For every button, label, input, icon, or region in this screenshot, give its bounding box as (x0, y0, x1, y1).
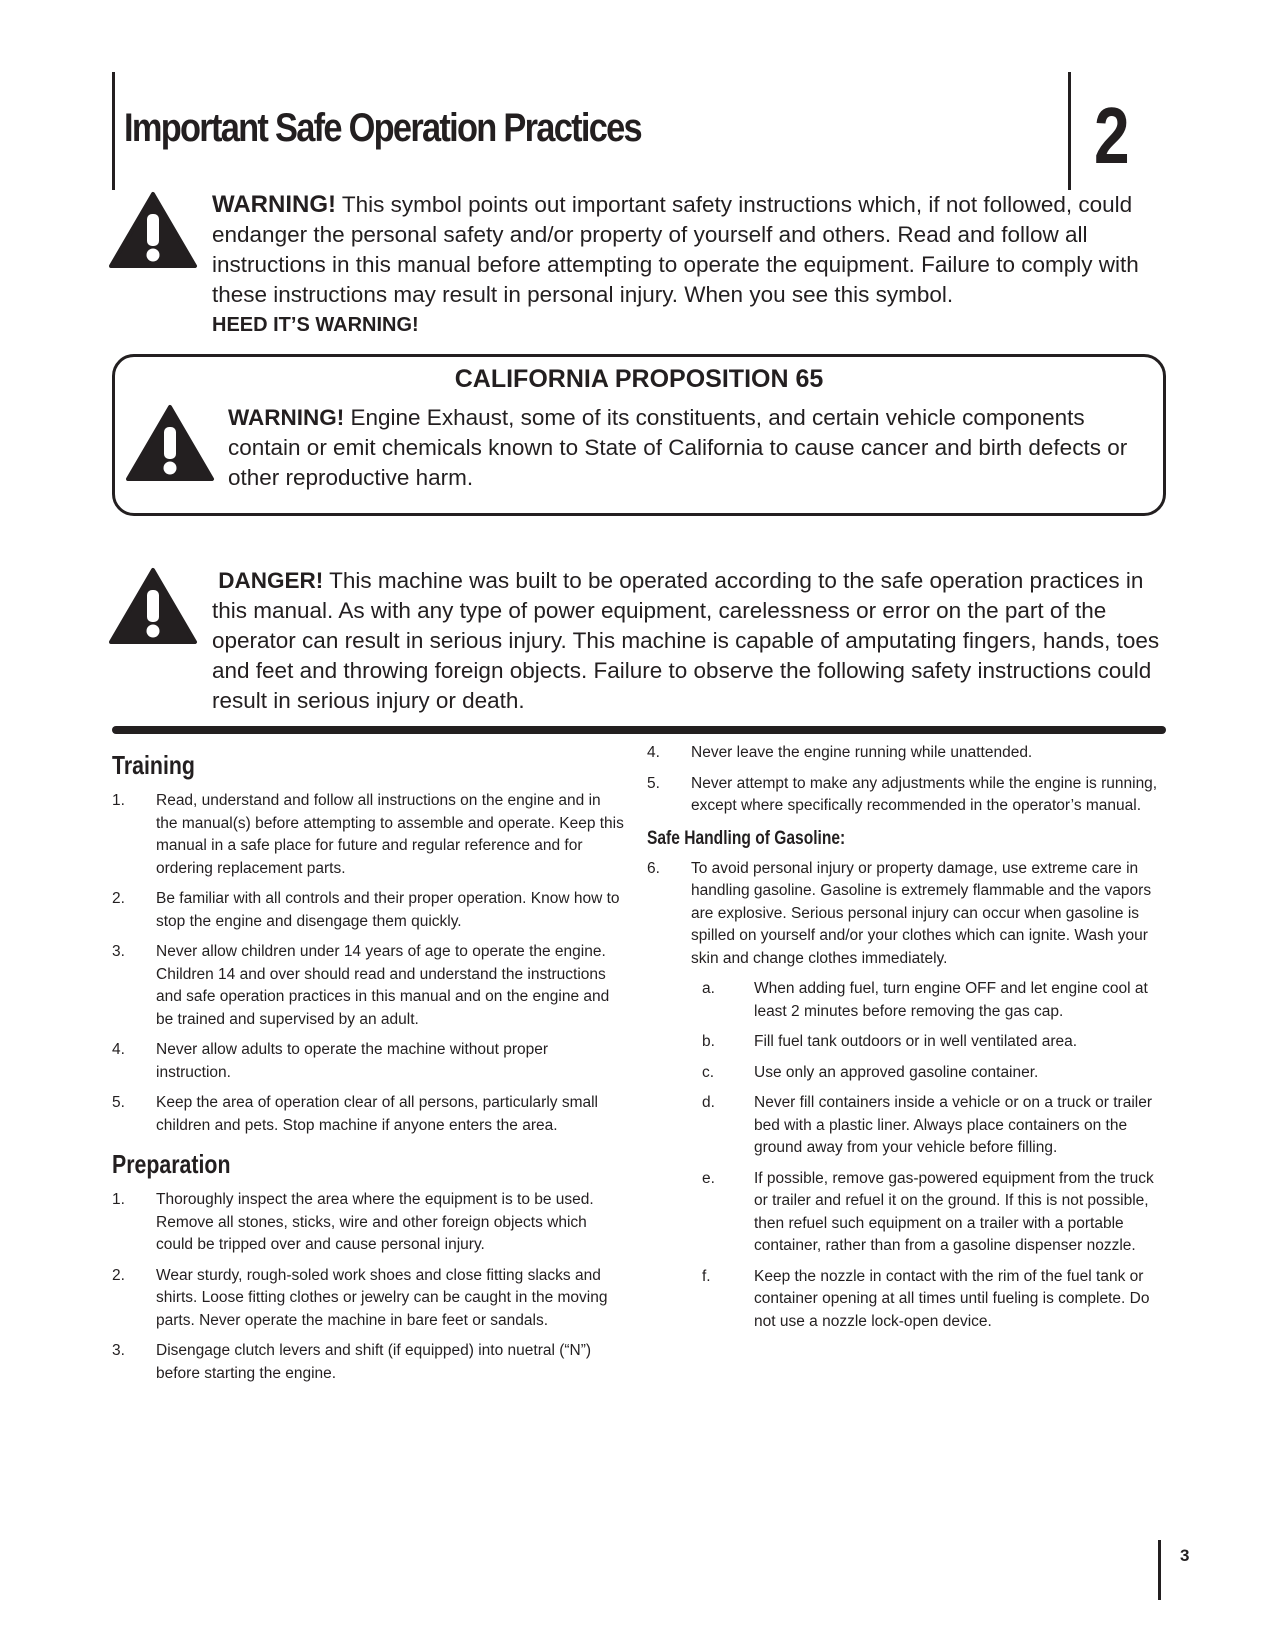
list-item: 4. Never leave the engine running while unattended. (647, 744, 1033, 761)
warning-heed: HEED IT’S WARNING! (212, 314, 419, 336)
page-number: 3 (1180, 1546, 1190, 1565)
list-item: 1. Read, understand and follow all instructions on the engine and in the manual(s) before attempting to assemble and operate. Keep this manual in a safe place for future and regular reference and for ordering replacement parts. (112, 792, 624, 877)
sub-list-item: e. If possible, remove gas-powered equipment from the truck or trailer and refuel it on the ground. If this is not possible, then refuel such equipment on a trailer with a portable container, rather than from a gasoline dispenser nozzle. (702, 1169, 1154, 1254)
footer-rule (1158, 1540, 1161, 1600)
sub-list-item: b. Fill fuel tank outdoors or in well ventilated area. (702, 1033, 1078, 1050)
list-item: 5. Keep the area of operation clear of all persons, particularly small children and pets. Stop machine if anyone enters the area. (112, 1094, 598, 1134)
california-title: CALIFORNIA PROPOSITION 65 (454, 365, 824, 393)
section-divider (112, 726, 1166, 734)
sub-list-item: d. Never fill containers inside a vehicle or on a truck or trailer bed with a plastic liner. Always place containers on the ground away from your vehicle before filling. (702, 1094, 1153, 1156)
california-prop65-box (112, 354, 1166, 516)
preparation-heading: Preparation (112, 1149, 231, 1179)
list-item: 2. Wear sturdy, rough-soled work shoes and close fitting slacks and shirts. Loose fitting clothes or jewelry can be caught in the moving parts. Never operate the machine in bare feet or sandals. (112, 1266, 608, 1329)
danger-label: DANGER! (218, 568, 324, 593)
header-left-rule (112, 72, 115, 190)
warning-label: WARNING! (212, 191, 336, 218)
list-item: 3. Disengage clutch levers and shift (if equipped) into nuetral (“N”) before starting the engine. (112, 1342, 592, 1382)
list-item: 1. Thoroughly inspect the area where the equipment is to be used. Remove all stones, sticks, wire and other foreign objects which could be tripped over and cause personal injury. (112, 1191, 594, 1253)
california-text-block (228, 403, 1148, 493)
list-item: 4. Never allow adults to operate the machine without proper instruction. (112, 1041, 549, 1081)
page-title: Important Safe Operation Practices (124, 106, 641, 150)
danger-text: This machine was built to be operated according to the safe operation practices in this manual. As with any type of power equipment, carelessness or error on the part of the operator can result in serious injury. This machine is capable of amputating fingers, hands, toes and feet and throwing foreign objects. Failure to observe the following safety instructions could result in serious injury or death. (212, 568, 1160, 713)
sub-list-item: c. Use only an approved gasoline container. (702, 1063, 1039, 1081)
danger-block (212, 566, 1167, 716)
warning-text: This symbol points out important safety instructions which, if not followed, could endanger the personal safety and/or property of yourself and others. Read and follow all instructions in this manual before attempting to operate the equipment. Failure to comply with these instructions may result in personal injury. When you see this symbol. (212, 192, 1139, 307)
list-item: 2. Be familiar with all controls and their proper operation. Know how to stop the engine and disengage them quickly. (112, 890, 620, 930)
danger-triangle-icon (108, 566, 198, 646)
warning-triangle-icon (108, 190, 198, 270)
california-text: Engine Exhaust, some of its constituents, and certain vehicle components contain or emit chemicals known to State of California to cause cancer and birth defects or other reproductive harm. (228, 405, 1128, 490)
left-column (112, 748, 624, 1393)
gasoline-heading: Safe Handling of Gasoline: (647, 827, 846, 849)
sub-list-item: f. Keep the nozzle in contact with the rim of the fuel tank or container opening at all times until fueling is complete. Do not use a nozzle lock-open device. (702, 1267, 1150, 1330)
right-column (647, 742, 1167, 1341)
list-item: 6. To avoid personal injury or property damage, use extreme care in handling gasoline. Gasoline is extremely flammable and the vapors are explosive. Serious personal injury can occur when gasoline is spilled on yourself and/or your clothes which can ignite. Wash your skin and change clothes immediately. (647, 859, 1152, 967)
list-item: 3. Never allow children under 14 years of age to operate the engine. Children 14 and over should read and understand the instructions and safe operation practices in this manual and on the engine and be trained and supervised by an adult. (112, 943, 610, 1028)
training-heading: Training (112, 750, 195, 780)
sub-list-item: a. When adding fuel, turn engine OFF and let engine cool at least 2 minutes before removing the gas cap. (702, 980, 1148, 1020)
warning-block (212, 190, 1162, 340)
header-right-rule (1068, 72, 1071, 190)
chapter-number: 2 (1094, 91, 1130, 180)
list-item: 5. Never attempt to make any adjustments while the engine is running, except where specifically recommended in the operator’s manual. (647, 774, 1158, 814)
california-warning-label: WARNING! (228, 405, 345, 430)
warning-triangle-icon (125, 403, 215, 483)
